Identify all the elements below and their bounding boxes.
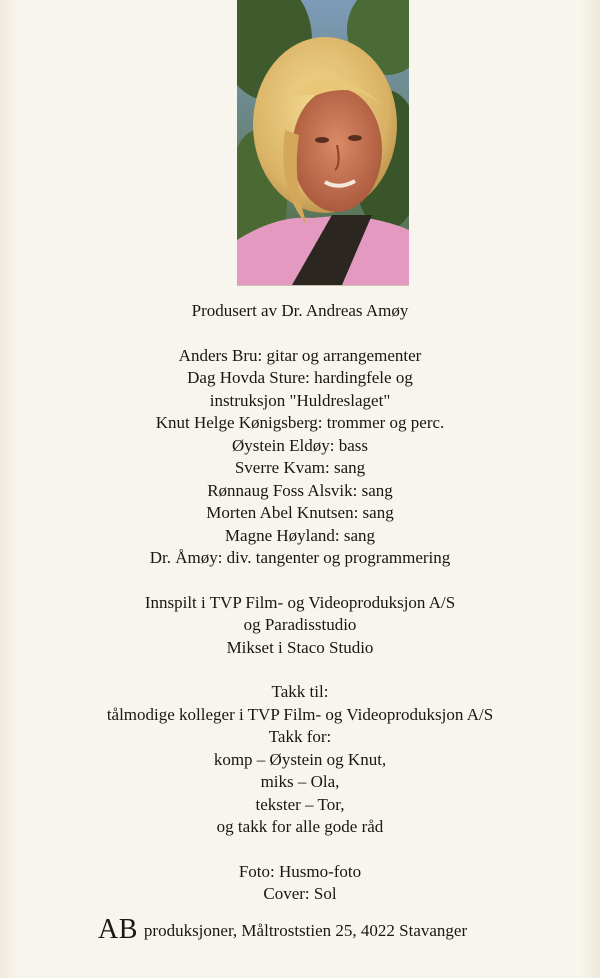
musician-line: Øystein Eldøy: bass bbox=[232, 435, 368, 455]
recording-line: Mikset i Staco Studio bbox=[226, 637, 374, 657]
recording-line: og Paradisstudio bbox=[243, 615, 357, 634]
musician-line: Sverre Kvam: sang bbox=[234, 458, 366, 477]
thanks-line: miks – Ola, bbox=[260, 772, 340, 791]
thanks-line: og takk for alle gode råd bbox=[216, 817, 384, 836]
musician-line: Anders Bru: gitar og arrangementer bbox=[178, 345, 422, 365]
producer-line: Produsert av Dr. Andreas Amøy bbox=[191, 301, 409, 320]
ab-logo: AB bbox=[98, 914, 138, 945]
musician-line: instruksjon "Huldreslaget" bbox=[209, 390, 391, 410]
musician-line: Dag Hovda Sture: hardingfele og bbox=[187, 368, 413, 387]
thanks-line: Takk til: bbox=[271, 682, 329, 701]
portrait-photo bbox=[237, 0, 409, 286]
publisher-address: produksjoner, Måltroststien 25, 4022 Stavanger bbox=[143, 921, 468, 940]
recording-line: Innspilt i TVP Film- og Videoproduksjon A/S bbox=[144, 592, 456, 612]
thanks-line: tålmodige kolleger i TVP Film- og Videoproduksjon A/S bbox=[106, 704, 494, 724]
musician-line: Rønnaug Foss Alsvik: sang bbox=[207, 480, 393, 500]
photo-credit-line: Foto: Husmo-foto bbox=[238, 861, 362, 881]
musician-line: Morten Abel Knutsen: sang bbox=[206, 503, 394, 522]
photo-credit-line: Cover: Sol bbox=[263, 884, 337, 903]
musician-line: Dr. Åmøy: div. tangenter og programmering bbox=[149, 548, 451, 567]
thanks-line: tekster – Tor, bbox=[255, 794, 345, 814]
publisher-footer bbox=[98, 914, 467, 946]
musician-line: Magne Høyland: sang bbox=[224, 525, 376, 545]
musician-line: Knut Helge Kønigsberg: trommer og perc. bbox=[155, 413, 445, 432]
thanks-line: Takk for: bbox=[268, 727, 332, 746]
credits-block bbox=[0, 300, 600, 906]
thanks-line: komp – Øystein og Knut, bbox=[213, 749, 387, 769]
